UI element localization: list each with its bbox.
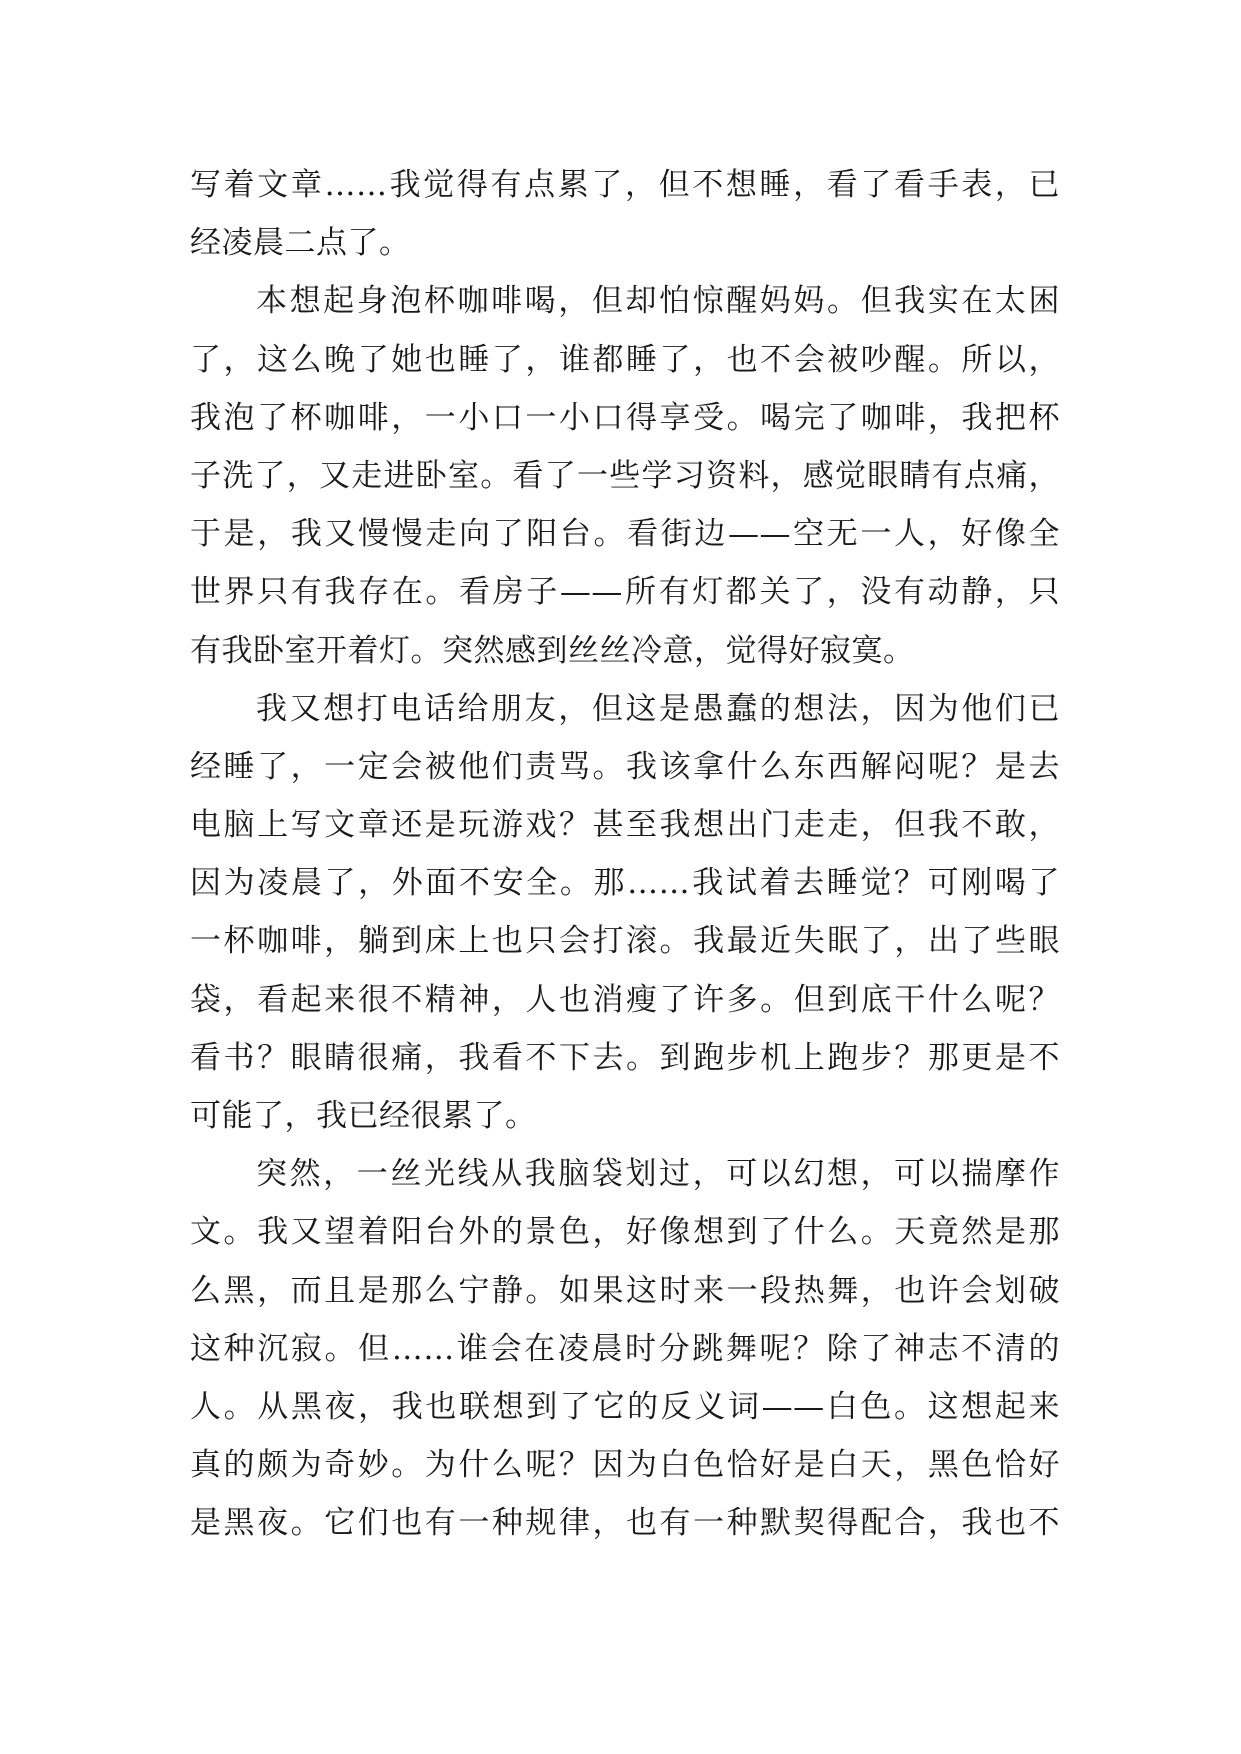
text-line: 突然，一丝光线从我脑袋划过，可以幻想，可以揣摩作 xyxy=(256,1156,1060,1193)
text-line: 世界只有我存在。看房子——所有灯都关了，没有动静，只 xyxy=(190,574,1060,611)
text-line: 文。我又望着阳台外的景色，好像想到了什么。天竟然是那 xyxy=(190,1214,1060,1251)
text-line: 这种沉寂。但……谁会在凌晨时分跳舞呢？除了神志不清的 xyxy=(190,1330,1060,1367)
text-line: 一杯咖啡，躺到床上也只会打滚。我最近失眠了，出了些眼 xyxy=(190,923,1060,960)
text-line: 经凌晨二点了。 xyxy=(190,225,411,262)
text-line: 经睡了，一定会被他们责骂。我该拿什么东西解闷呢？是去 xyxy=(190,748,1060,785)
text-line: 了，这么晚了她也睡了，谁都睡了，也不会被吵醒。所以， xyxy=(190,341,1060,378)
text-line: 看书？眼睛很痛，我看不下去。到跑步机上跑步？那更是不 xyxy=(190,1039,1060,1076)
text-line: 写着文章……我觉得有点累了，但不想睡，看了看手表，已 xyxy=(190,167,1060,203)
text-line: 有我卧室开着灯。突然感到丝丝冷意，觉得好寂寞。 xyxy=(190,632,915,669)
text-line: 么黑，而且是那么宁静。如果这时来一段热舞，也许会划破 xyxy=(190,1272,1060,1309)
text-line: 我泡了杯咖啡，一小口一小口得享受。喝完了咖啡，我把杯 xyxy=(190,399,1060,436)
text-line: 真的颇为奇妙。为什么呢？因为白色恰好是白天，黑色恰好 xyxy=(190,1447,1060,1484)
text-line: 子洗了，又走进卧室。看了一些学习资料，感觉眼睛有点痛， xyxy=(190,457,1060,494)
text-line: 是黑夜。它们也有一种规律，也有一种默契得配合，我也不 xyxy=(190,1505,1060,1542)
text-line: 可能了，我已经很累了。 xyxy=(190,1098,537,1134)
text-line: 人。从黑夜，我也联想到了它的反义词——白色。这想起来 xyxy=(190,1388,1060,1425)
body-text xyxy=(190,156,1060,1553)
text-line: 我又想打电话给朋友，但这是愚蠢的想法，因为他们已 xyxy=(256,690,1060,727)
text-line: 电脑上写文章还是玩游戏？甚至我想出门走走，但我不敢， xyxy=(190,807,1060,844)
text-line: 本想起身泡杯咖啡喝，但却怕惊醒妈妈。但我实在太困 xyxy=(256,283,1060,320)
text-line: 袋，看起来很不精神，人也消瘦了许多。但到底干什么呢？ xyxy=(190,981,1060,1018)
text-line: 因为凌晨了，外面不安全。那……我试着去睡觉？可刚喝了 xyxy=(190,865,1060,902)
text-line: 于是，我又慢慢走向了阳台。看街边——空无一人，好像全 xyxy=(190,516,1060,553)
